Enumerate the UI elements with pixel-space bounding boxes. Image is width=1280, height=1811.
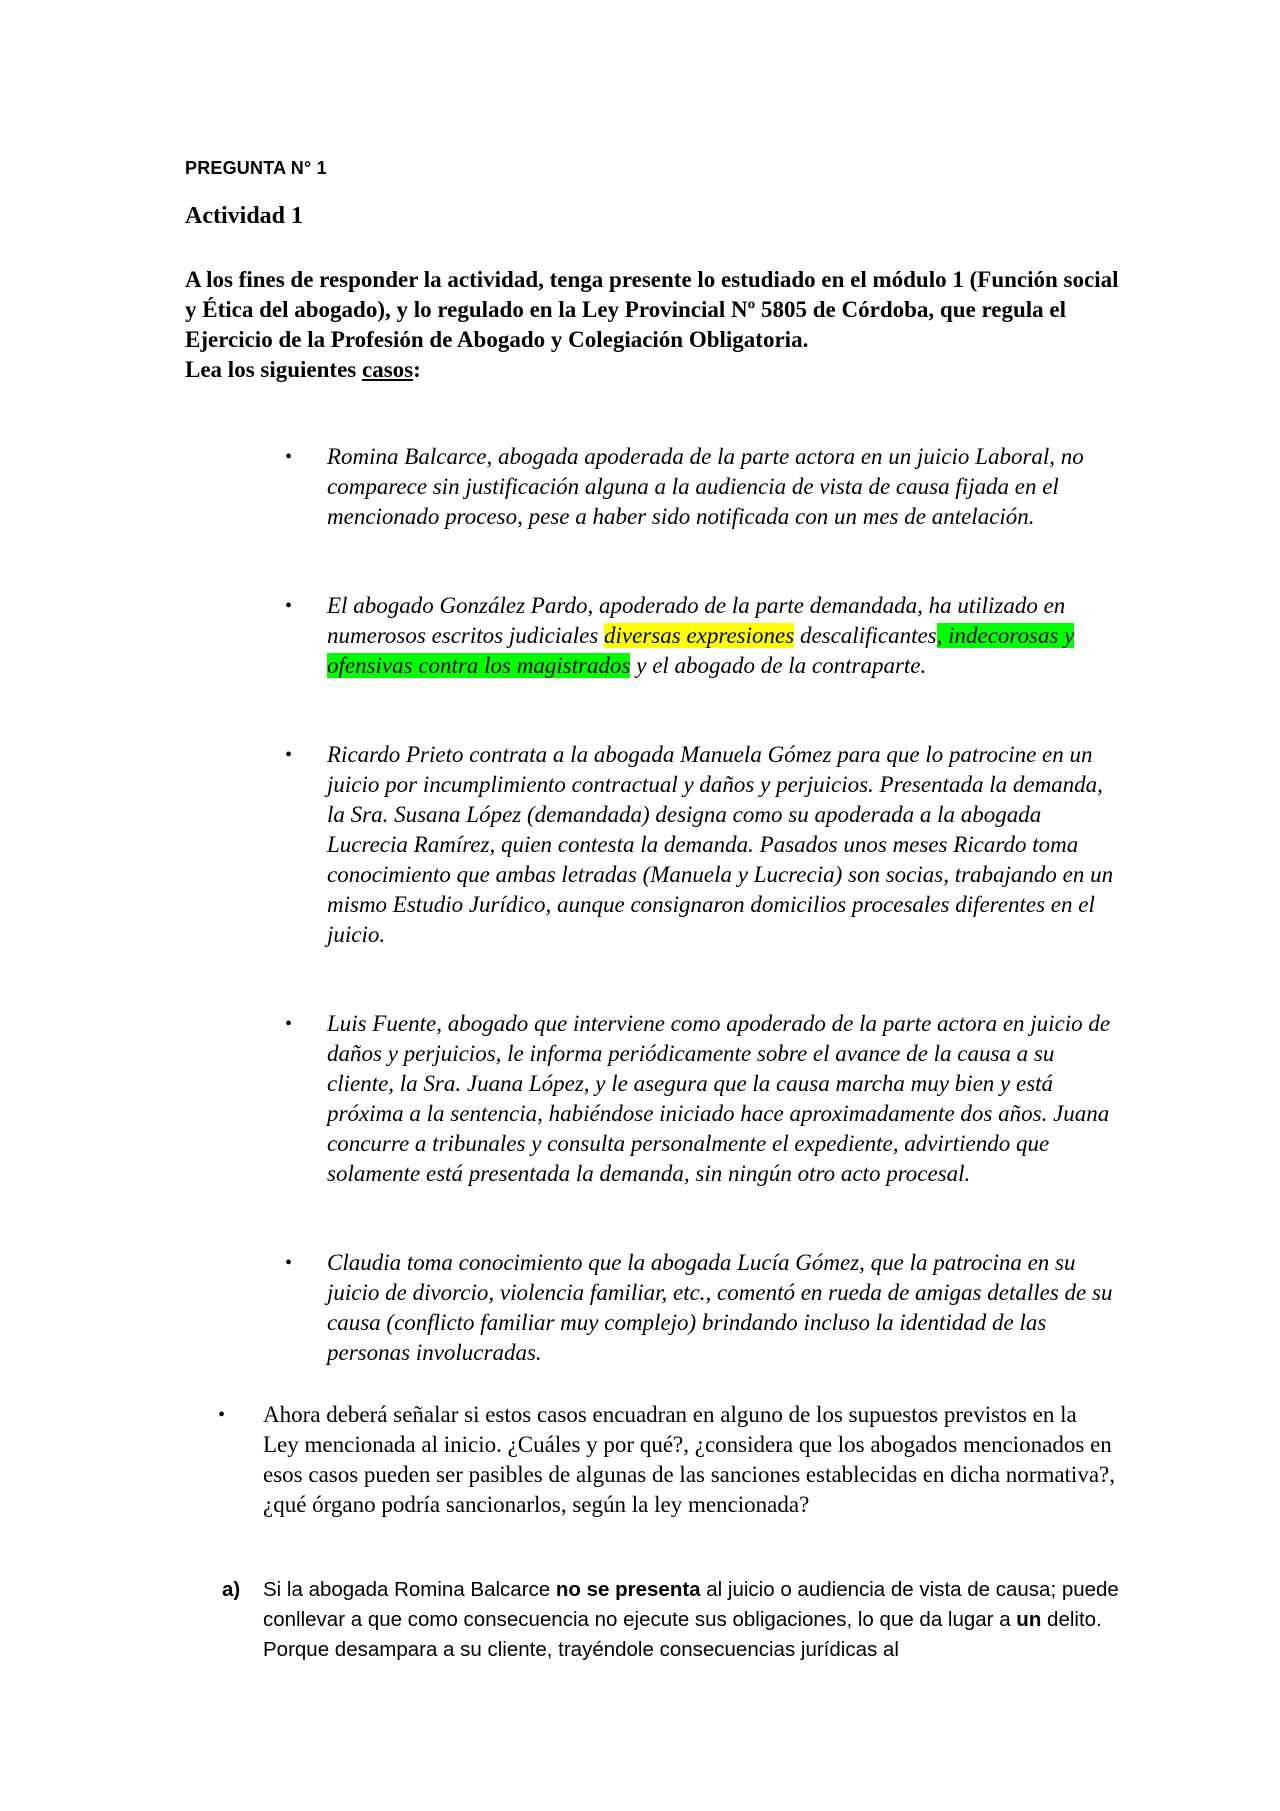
question-text: Ahora deberá señalar si estos casos encuadran en alguno de los supuestos previstos en la Ley mencionada al inicio. ¿Cuáles y por qué?, ¿considera que los abogados mencionados en esos casos pueden ser pasibles de algunas de las sanciones establecidas en dicha normativa?, ¿qué órgano podría sancionarlos, según la ley mencionada?	[263, 1402, 1115, 1517]
highlight-green: , indecorosas y ofensivas contra los magistrados	[327, 623, 1075, 678]
bullet-icon: •	[285, 744, 293, 766]
bullet-icon: •	[285, 1252, 293, 1274]
instructions-paragraph	[185, 265, 1125, 385]
case-text: Luis Fuente, abogado que interviene como apoderado de la parte actora en juicio de daños y perjuicios, le informa periódicamente sobre el avance de la causa a su cliente, la Sra. Juana López, y le asegura que la causa marcha muy bien y está próxima a la sentencia, habiéndose iniciado hace aproximadamente dos años. Juana concurre a tribunales y consulta personalmente el expediente, advirtiendo que solamente está presentada la demanda, sin ningún otro acto procesal.	[327, 1011, 1111, 1186]
bullet-icon: •	[285, 595, 293, 617]
instructions-text: A los fines de responder la actividad, tenga presente lo estudiado en el módulo 1 (Función social y Ética del abogado), y lo regulado en la Ley Provincial Nº 5805 de Córdoba, que regula el Ejercicio de la Profesión de Abogado y Colegiación Obligatoria.	[185, 267, 1119, 352]
activity-title: Actividad 1	[185, 203, 304, 229]
read-cases-line: Lea los siguientes casos:	[185, 357, 421, 382]
case-text: Claudia toma conocimiento que la abogada Lucía Gómez, que la patrocina en su juicio de divorcio, violencia familiar, etc., comentó en rueda de amigas detalles de su causa (conflicto familiar muy complejo) brindando incluso la identidad de las personas involucradas.	[327, 1250, 1113, 1365]
case-text: Romina Balcarce, abogada apoderada de la parte actora en un juicio Laboral, no comparece sin justificación alguna a la audiencia de vista de causa fijada en el mencionado proceso, pese a haber sido notificada con un mes de antelación.	[327, 444, 1084, 529]
case-text: Ricardo Prieto contrata a la abogada Manuela Gómez para que lo patrocine en un juicio por incumplimiento contractual y daños y perjuicios. Presentada la demanda, la Sra. Susana López (demandada) designa como su apoderada a la abogada Lucrecia Ramírez, quien contesta la demanda. Pasados unos meses Ricardo toma conocimiento que ambas letradas (Manuela y Lucrecia) son socias, trabajando en un mismo Estudio Jurídico, aunque consignaron domicilios procesales diferentes en el juicio.	[327, 742, 1114, 947]
cases-link-text: casos	[361, 357, 414, 382]
highlight-yellow: diversas expresiones	[604, 623, 795, 648]
case-text: El abogado González Pardo, apoderado de la parte demandada, ha utilizado en numerosos escritos judiciales diversas expresiones descalificantes, indecorosas y ofensivas contra los magistrados y el abogado de la contraparte.	[327, 593, 1075, 678]
bullet-icon: •	[218, 1404, 226, 1426]
list-marker: a)	[222, 1578, 241, 1601]
bullet-icon: •	[285, 1013, 293, 1035]
question-heading: PREGUNTA N° 1	[185, 158, 327, 178]
bullet-icon: •	[285, 446, 293, 468]
answer-text: Si la abogada Romina Balcarce no se presenta al juicio o audiencia de vista de causa; puede conllevar a que como consecuencia no ejecute sus obligaciones, lo que da lugar a un delito. Porque desampara a su cliente, trayéndole consecuencias jurídicas al	[263, 1578, 1119, 1661]
